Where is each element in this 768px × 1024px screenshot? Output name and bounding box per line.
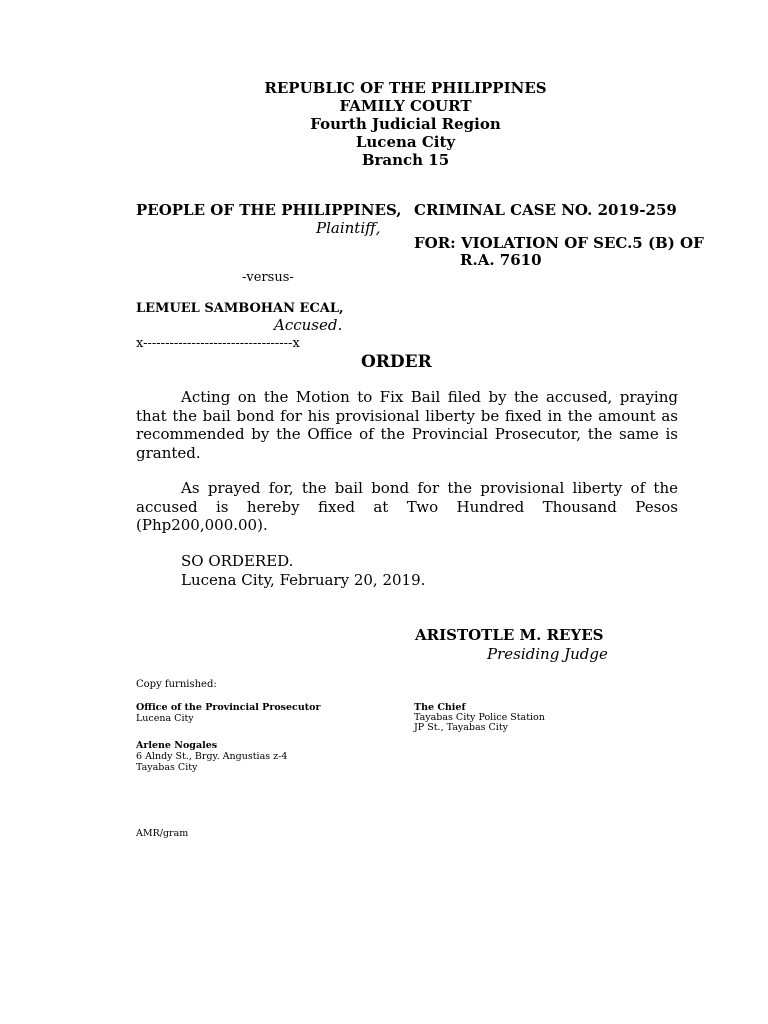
accused-role: Accused.: [274, 316, 343, 334]
recipient-address: Tayabas City Police Station: [414, 712, 545, 723]
order-paragraph-1: Acting on the Motion to Fix Bail filed by the accused, praying that the bail bond for his provisional liberty be fixed in the amount as recommended by the Office of the Provincial Prosecutor, the same is granted.: [136, 388, 678, 462]
place-date: Lucena City, February 20, 2019.: [181, 571, 426, 589]
heading-city: Lucena City: [355, 133, 456, 151]
caption-separator: x----------------------------------x: [136, 336, 300, 351]
reference-initials: AMR/gram: [136, 828, 189, 839]
versus-label: -versus-: [242, 270, 294, 285]
recipient-address: JP St., Tayabas City: [414, 722, 509, 733]
recipient-name: Arlene Nogales: [136, 740, 218, 751]
order-title: ORDER: [361, 352, 432, 372]
so-ordered: SO ORDERED.: [181, 552, 294, 570]
recipient-name: Office of the Provincial Prosecutor: [136, 702, 321, 713]
heading-republic: REPUBLIC OF THE PHILIPPINES: [264, 79, 547, 97]
plaintiff-name: PEOPLE OF THE PHILIPPINES,: [136, 201, 402, 219]
heading-branch: Branch 15: [361, 151, 450, 169]
judge-name: ARISTOTLE M. REYES: [415, 626, 604, 644]
offense-line-2: R.A. 7610: [460, 251, 542, 269]
order-paragraph-2: As prayed for, the bail bond for the provisional liberty of the accused is hereby fixed at Two Hundred Thousand Pesos (Php200,000.00).: [136, 479, 678, 534]
case-number: CRIMINAL CASE NO. 2019-259: [414, 201, 677, 219]
offense-line-1: FOR: VIOLATION OF SEC.5 (B) OF: [414, 234, 704, 252]
copy-furnished-label: Copy furnished:: [136, 679, 217, 690]
heading-region: Fourth Judicial Region: [310, 115, 501, 133]
heading-court: FAMILY COURT: [339, 97, 472, 115]
recipient-address: 6 Alndy St., Brgy. Angustias z-4: [136, 751, 288, 762]
judge-title: Presiding Judge: [487, 645, 608, 663]
plaintiff-role: Plaintiff,: [316, 219, 381, 237]
recipient-name: The Chief: [414, 702, 466, 713]
recipient-address: Lucena City: [136, 713, 194, 724]
accused-name: LEMUEL SAMBOHAN ECAL,: [136, 301, 344, 316]
recipient-address: Tayabas City: [136, 762, 198, 773]
